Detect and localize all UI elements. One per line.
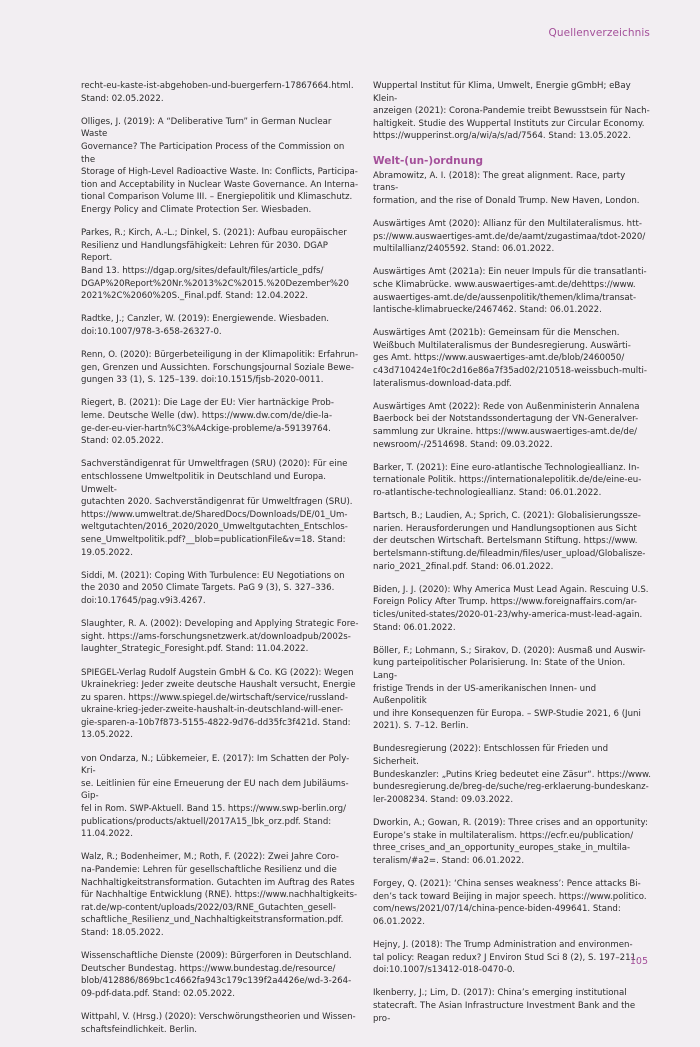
reference-entry: Radtke, J.; Canzler, W. (2019): Energiewende. Wiesbaden. doi:10.1007/978-3-658-26327-0.	[81, 314, 330, 337]
reference-entry: Bartsch, B.; Laudien, A.; Sprich, C. (2021): Globalisierungssze- narien. Herausforderungen und Handlungsoptionen aus Sicht der deutschen Wirtschaft. Bertelsmann Stiftung. https://www. bertelsmann-stiftung.de/fileadmin/files/user_upload/Globalisze- nario_2021_2final.pdf. Stand: 06.01.2022.	[373, 511, 646, 572]
running-header: Quellenverzeichnis	[548, 27, 650, 39]
reference-entry: Slaughter, R. A. (2002): Developing and Applying Strategic Fore- sight. https://ams-forschungsnetzwerk.at/downloadpub/2002s- laughter_Strategic_Foresight.pdf. Stand: 11.04.2022.	[81, 619, 359, 655]
reference-entry: Renn, O. (2020): Bürgerbeteiligung in der Klimapolitik: Erfahrun- gen, Grenzen und Aussichten. Forschungsjournal Soziale Bewe- gungen 33 (1), S. 125–139. doi:10.1515/fjsb-2020-0011.	[81, 350, 359, 386]
reference-entry: Forgey, Q. (2021): ‘China senses weakness’: Pence attacks Bi- den’s tack toward Beijing in major speech. https://www.politico. com/news/2021/07/14/china-pence-biden-499641. Stand: 06.01.2022.	[373, 879, 647, 927]
reference-entry: Siddi, M. (2021): Coping With Turbulence: EU Negotiations on the 2030 and 2050 Climate Targets. PaG 9 (3), S. 327–336. doi:10.17645/pag.v9i3.4267.	[81, 570, 345, 606]
reference-entry: Auswärtiges Amt (2020): Allianz für den Multilateralismus. htt- ps://www.auswaertiges-amt.de/de/aamt/zugastimaa/tdot-2020/ multilallianz/2405592. Stand: 06.01.2022.	[373, 218, 646, 255]
reference-entry: Walz, R.; Bodenheimer, M.; Roth, F. (2022): Zwei Jahre Coro- na-Pandemie: Lehren für gesellschaftliche Resilienz und die Nachhaltigkeitstransformation. Gutachten im Auftrag des Rates für Nachhaltige Entwicklung (RNE). https://www.nachhaltigkeits- rat.de/wp-content/uploads/2022/03/RNE_Gutachten_gesell- schaftliche_Resilienz_und_Nachhaltigkeitstransformation.pdf. Stand: 18.05.2022.	[81, 852, 358, 938]
reference-entry: Bundesregierung (2022): Entschlossen für Frieden und Sicherheit. Bundeskanzler: „Putins Krieg bedeutet eine Zäsur“. https://www. bundesregierung.de/breg-de/suche/reg-erklaerung-bundeskanz- ler-2008234. Stand: 09.03.2022.	[373, 744, 651, 805]
reference-entry: Auswärtiges Amt (2022): Rede von Außenministerin Annalena Baerbock bei der Notstandssondertagung der VN-Generalver- sammlung zur Ukraine. https://www.auswaertiges-amt.de/de/ newsroom/-/2514698. Stand: 09.03.2022.	[373, 401, 640, 450]
reference-entry: Biden, J. J. (2020): Why America Must Lead Again. Rescuing U.S. Foreign Policy After Trump. https://www.foreignaffairs.com/ar- ticles/united-states/2020-01-23/why-america-must-lead-again. Stand: 06.01.2022.	[373, 584, 649, 633]
page-number: 105	[629, 956, 648, 967]
reference-entry: Olliges, J. (2019): A “Deliberative Turn” in German Nuclear Waste Governance? The Participation Process of the Commission on the Storage of High-Level Radioactive Waste. In: Conflicts, Participa- tion and Acceptability in Nuclear Waste Governance. An Interna- tional Comparison Volume III. – Energiepolitik und Klimaschutz. Energy Policy and Climate Protection Ser. Wiesbaden.	[81, 116, 359, 215]
section-heading: Welt-(un-)ordnung	[373, 154, 484, 167]
reference-entry: SPIEGEL-Verlag Rudolf Augstein GmbH & Co. KG (2022): Wegen Ukrainekrieg: Jeder zweite deutsche Haushalt versucht, Energie zu sparen. https://www.spiegel.de/wirtschaft/service/russland- ukraine-krieg-jeder-zweite-haushalt-in-deutschland-will-ener- gie-sparen-a-10b7f873-5155-4822-9d76-dd35fc3f421d. Stand: 13.05.2022.	[81, 667, 356, 741]
reference-entry: Ikenberry, J.; Lim, D. (2017): China’s emerging institutional statecraft. The Asian Infrastructure Investment Bank and the pro-	[373, 988, 636, 1024]
reference-entry: Böller, F.; Lohmann, S.; Sirakov, D. (2020): Ausmaß und Auswir- kung parteipolitischer Polarisierung. In: State of the Union. Lang- fristige Trends in der US-amerikanischen Innen- und Außenpolitik und ihre Konsequenzen für Europa. – SWP-Studie 2021, 6 (Juni 2021). S. 7–12. Berlin.	[373, 645, 646, 732]
right-column	[373, 80, 651, 1036]
reference-entry: Auswärtiges Amt (2021a): Ein neuer Impuls für die transatlanti- sche Klimabrücke. www.auswaertiges-amt.de/dehttps://www. auswaertiges-amt.de/de/aussenpolitik/themen/klima/transat- lantische-klimabruecke/2467462. Stand: 06.01.2022.	[373, 267, 647, 316]
reference-entry: Wittpahl, V. (Hrsg.) (2020): Verschwörungstheorien und Wissen- schaftsfeindlichkeit. Berlin.	[81, 1012, 356, 1035]
reference-entry: recht-eu-kaste-ist-abgehoben-und-buergerfern-17867664.html. Stand: 02.05.2022.	[81, 81, 354, 104]
reference-entry: Barker, T. (2021): Eine euro-atlantische Technologieallianz. In- ternationale Politik. https://internationalepolitik.de/de/eine-eu- ro-atlantische-technologieallianz. Stand: 06.01.2022.	[373, 462, 642, 498]
reference-entry: Abramowitz, A. I. (2018): The great alignment. Race, party trans- formation, and the rise of Donald Trump. New Haven, London.	[373, 170, 640, 206]
reference-entry: von Ondarza, N.; Lübkemeier, E. (2017): Im Schatten der Poly-Kri- se. Leitlinien für eine Erneuerung der EU nach dem Jubiläums-Gip- fel in Rom. SWP-Aktuell. Band 15. https://www.swp-berlin.org/ publications/products/aktuell/2017A15_lbk_orz.pdf. Stand: 11.04.2022.	[81, 753, 350, 840]
reference-entry: Sachverständigenrat für Umweltfragen (SRU) (2020): Für eine entschlossene Umweltpolitik in Deutschland und Europa. Umwelt- gutachten 2020. Sachverständigenrat für Umweltfragen (SRU). https://www.umweltrat.de/SharedDocs/Downloads/DE/01_Um- weltgutachten/2016_2020/2020_Umweltgutachten_Entschlos- sene_Umweltpolitik.pdf?__blob=publicationFile&v=18. Stand: 19.05.2022.	[81, 459, 353, 558]
left-column	[81, 80, 359, 1047]
reference-entry: Hejny, J. (2018): The Trump Administration and environmen- tal policy: Reagan redux? J Environ Stud Sci 8 (2), S. 197–211. doi:10.1007/s13412-018-0470-0.	[373, 939, 639, 976]
reference-entry: Parkes, R.; Kirch, A.-L.; Dinkel, S. (2021): Aufbau europäischer Resilienz und Handlungsfähigkeit: Lehren für 2030. DGAP Report. Band 13. https://dgap.org/sites/default/files/article_pdfs/ DGAP%20Report%20Nr.%2013%2C%2015.%20Dezember%20 2021%2C%2060%20S._Final.pdf. Stand: 12.04.2022.	[81, 228, 349, 302]
reference-entry: Wissenschaftliche Dienste (2009): Bürgerforen in Deutschland. Deutscher Bundestag. https://www.bundestag.de/resource/ blob/412886/869bc1c4662fa943c179c139f2a4426e/wd-3-264- 09-pdf-data.pdf. Stand: 02.05.2022.	[81, 951, 352, 999]
reference-entry: Auswärtiges Amt (2021b): Gemeinsam für die Menschen. Weißbuch Multilateralismus der Bundesregierung. Auswärti- ges Amt. https://www.auswaertiges-amt.de/blob/2460050/ c43d710424e1f0c2d16e86a7f35ad02/210518-weissbuch-multi- lateralismus-download-data.pdf.	[373, 328, 648, 389]
reference-entry: Dworkin, A.; Gowan, R. (2019): Three crises and an opportunity: Europe’s stake in multilateralism. https://ecfr.eu/publication/ three_crises_and_an_opportunity_europes_stake_in_multila- teralism/#a2=. Stand: 06.01.2022.	[373, 818, 648, 866]
reference-entry: Wuppertal Institut für Klima, Umwelt, Energie gGmbH; eBay Klein- anzeigen (2021): Corona-Pandemie treibt Bewusstsein für Nach- haltigkeit. Studie des Wuppertal Instituts zur Circular Economy. https://wupperinst.org/a/wi/a/s/ad/7564. Stand: 13.05.2022.	[373, 81, 650, 142]
reference-entry: Riegert, B. (2021): Die Lage der EU: Vier hartnäckige Prob- leme. Deutsche Welle (dw). https://www.dw.com/de/die-la- ge-der-eu-vier-hartn%C3%A4ckige-probleme/a-59139764. Stand: 02.05.2022.	[81, 398, 334, 447]
